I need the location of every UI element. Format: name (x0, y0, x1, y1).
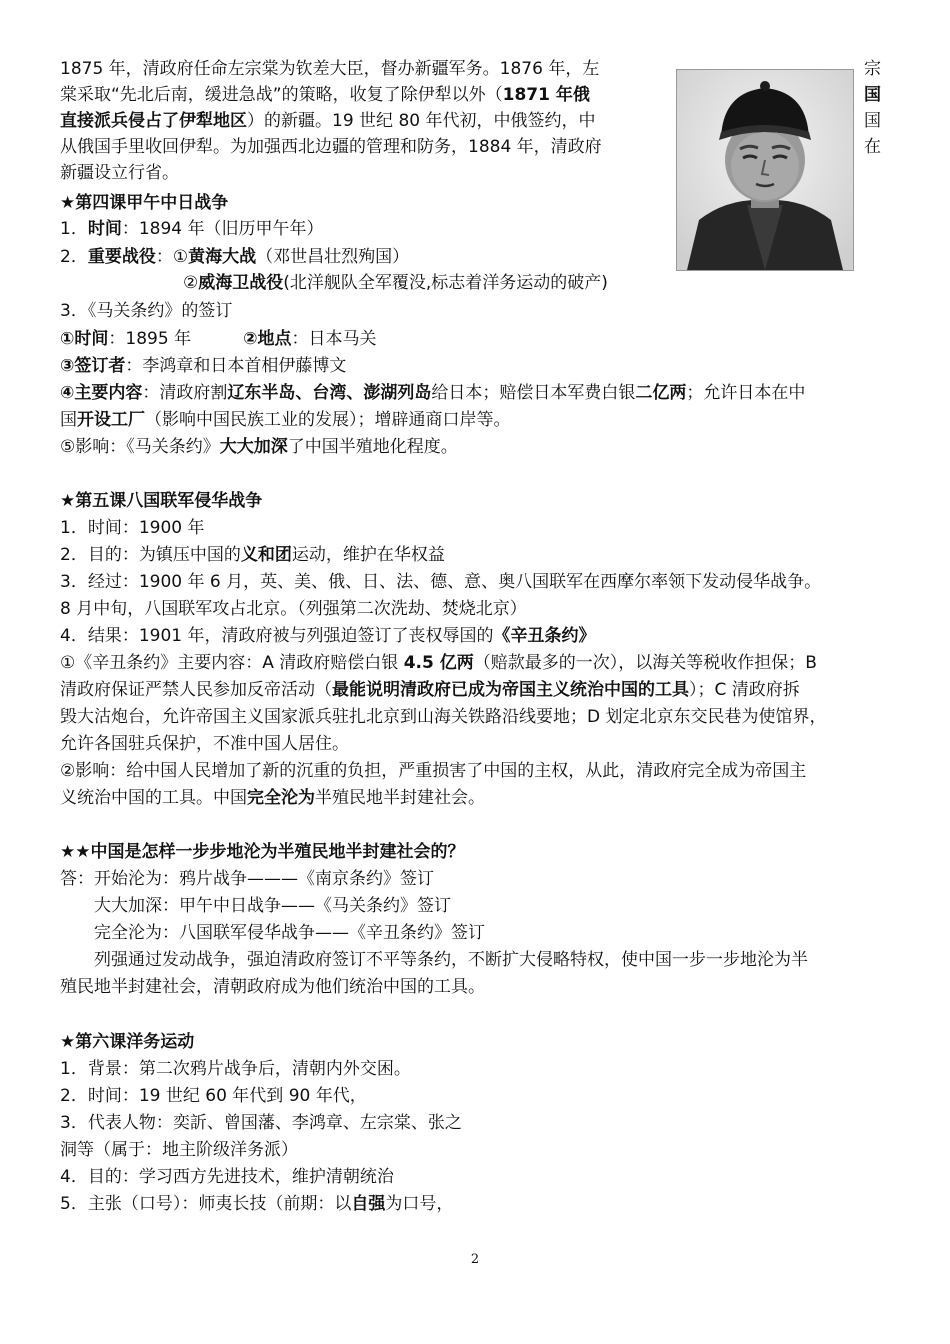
lesson6-purpose: 4．目的：学习西方先进技术，维护清朝统治 (60, 1167, 394, 1187)
answer-line-5: 殖民地半封建社会，清朝政府成为他们统治中国的工具。 (60, 977, 485, 997)
answer-line-2: 大大加深：甲午中日战争——《马关条约》签订 (94, 896, 451, 916)
lesson5-content-1: ①《辛丑条约》主要内容：A 清政府赔偿白银 4.5 亿两（赔款最多的一次），以海关等税收作担保；B (60, 653, 817, 673)
lesson5-time: 1．时间：1900 年 (60, 518, 205, 538)
lesson5-title: ★第五课八国联军侵华战争 (60, 491, 263, 511)
intro-right-char-3: 国 (864, 111, 881, 131)
lesson6-figures-1: 3．代表人物：奕訢、曾国藩、李鸿章、左宗棠、张之 (60, 1113, 462, 1133)
portrait-illustration (677, 70, 853, 270)
lesson4-treaty-content-2: 国开设工厂（影响中国民族工业的发展）；增辟通商口岸等。 (60, 410, 511, 430)
lesson5-result: 4．结果：1901 年，清政府被与列强迫签订了丧权辱国的《辛丑条约》 (60, 626, 596, 646)
lesson5-content-3: 毁大沽炮台，允许帝国主义国家派兵驻扎北京到山海关铁路沿线要地；D 划定北京东交民巷为使馆界， (60, 707, 827, 727)
lesson5-content-4: 允许各国驻兵保护，不准中国人居住。 (60, 734, 349, 754)
intro-line-1: 1875 年，清政府任命左宗棠为钦差大臣，督办新疆军务。1876 年，左 (60, 59, 600, 79)
lesson6-title: ★第六课洋务运动 (60, 1032, 195, 1052)
portrait-photo (676, 69, 854, 271)
lesson4-treaty-heading: 3．《马关条约》的签订 (60, 301, 233, 321)
lesson4-treaty-time-place: ①时间：1895 年 ②地点：日本马关 (60, 329, 377, 349)
lesson4-time: 1．时间：1894 年（旧历甲午年） (60, 219, 324, 239)
lesson4-title: ★第四课甲午中日战争 (60, 193, 229, 213)
lesson5-impact-2: 义统治中国的工具。中国完全沦为半殖民地半封建社会。 (60, 788, 485, 808)
answer-line-3: 完全沦为：八国联军侵华战争——《辛丑条约》签订 (94, 923, 485, 943)
answer-line-4: 列强通过发动战争，强迫清政府签订不平等条约，不断扩大侵略特权，使中国一步一步地沦为半 (94, 950, 808, 970)
lesson6-background: 1．背景：第二次鸦片战争后，清朝内外交困。 (60, 1059, 411, 1079)
lesson4-battles: 2．重要战役：①黄海大战（邓世昌壮烈殉国） (60, 247, 410, 267)
intro-right-char-2: 国 (864, 85, 881, 105)
lesson6-slogan: 5．主张（口号）：师夷长技（前期：以自强为口号， (60, 1194, 454, 1214)
lesson5-process-1: 3．经过：1900 年 6 月，英、美、俄、日、法、德、意、奥八国联军在西摩尔率领下发动侵华战争。 (60, 572, 822, 592)
lesson5-process-2: 8 月中旬，八国联军攻占北京。（列强第二次洗劫、焚烧北京） (60, 599, 527, 619)
lesson6-figures-2: 洞等（属于：地主阶级洋务派） (60, 1140, 298, 1160)
lesson4-treaty-content-1: ④主要内容：清政府割辽东半岛、台湾、澎湖列岛给日本；赔偿日本军费白银二亿两；允许日本在中 (60, 383, 806, 403)
intro-right-char-1: 宗 (864, 59, 881, 79)
lesson5-impact-1: ②影响：给中国人民增加了新的沉重的负担，严重损害了中国的主权，从此，清政府完全成为帝国主 (60, 761, 807, 781)
intro-line-5: 新疆设立行省。 (60, 163, 179, 183)
lesson4-treaty-impact: ⑤影响：《马关条约》大大加深了中国半殖地化程度。 (60, 437, 458, 457)
lesson4-battle-weihaiwei: ②威海卫战役(北洋舰队全军覆没,标志着洋务运动的破产) (183, 273, 608, 293)
intro-right-char-4: 在 (864, 137, 881, 157)
lesson6-time: 2．时间：19 世纪 60 年代到 90 年代， (60, 1086, 367, 1106)
lesson5-content-2: 清政府保证严禁人民参加反帝活动（最能说明清政府已成为帝国主义统治中国的工具）；C 清政府拆 (60, 680, 800, 700)
intro-line-4: 从俄国手里收回伊犁。为加强西北边疆的管理和防务，1884 年，清政府 (60, 137, 602, 157)
page-number: 2 (470, 1252, 480, 1267)
intro-line-3: 直接派兵侵占了伊犁地区）的新疆。19 世纪 80 年代初，中俄签约，中 (60, 111, 596, 131)
lesson5-purpose: 2．目的：为镇压中国的义和团运动，维护在华权益 (60, 545, 445, 565)
answer-line-1: 答：开始沦为：鸦片战争———《南京条约》签订 (60, 869, 434, 889)
question-title: ★★中国是怎样一步步地沦为半殖民地半封建社会的？ (60, 842, 465, 862)
lesson4-treaty-signers: ③签订者：李鸿章和日本首相伊藤博文 (60, 356, 347, 376)
intro-line-2: 棠采取“先北后南，缓进急战”的策略，收复了除伊犁以外（1871 年俄 (60, 85, 590, 105)
